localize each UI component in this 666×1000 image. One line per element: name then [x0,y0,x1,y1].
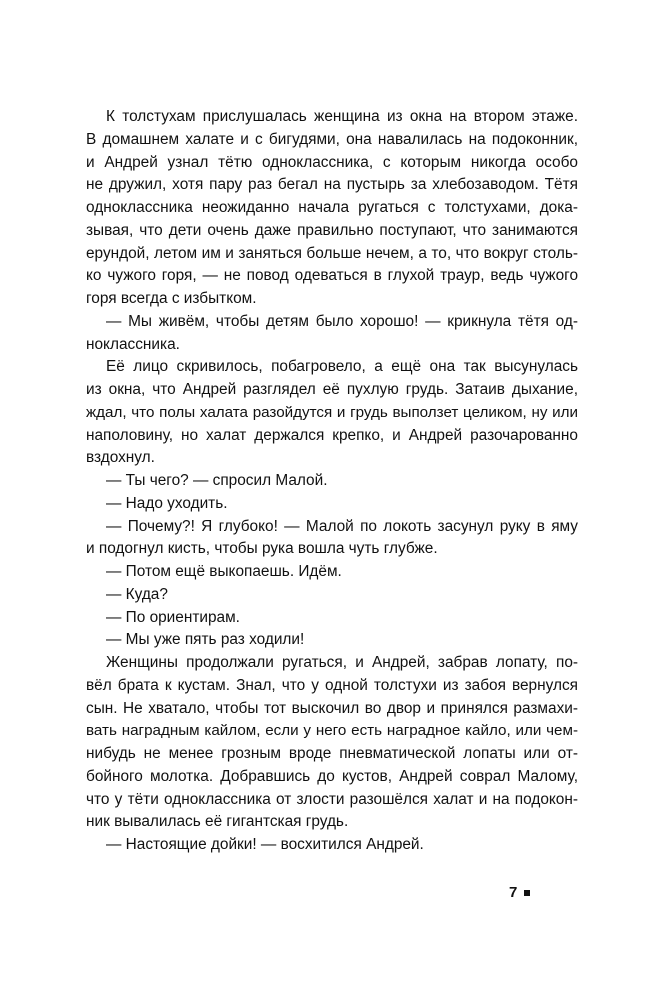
text-line: К толстухам прислушалась женщина из окна на втором этаже. [106,108,578,125]
text-line: сын. Не хватало, чтобы тот выскочил во двор и принялся размахи- [86,699,578,717]
text-line: горя всегда с избытком. [86,290,257,307]
text-line: Её лицо скривилось, побагровело, а ещё она так высунулась [106,358,578,376]
text-line: ждал, что полы халата разойдутся и грудь выползет целиком, ну или [86,403,578,421]
text-line: — По ориентирам. [106,608,240,626]
text-line: — Надо уходить. [106,494,228,512]
page-footer [509,884,530,901]
text-line: одноклассника неожиданно начала ругаться с толстухами, дока- [86,199,578,216]
text-line: — Почему?! Я глубоко! — Малой по локоть засунул руку в яму [106,517,578,535]
text-line: ерундой, летом им и заняться больше нечем, а то, что вокруг столь- [86,244,578,262]
text-line: из окна, что Андрей разглядел её пухлую грудь. Затаив дыхание, [86,381,578,398]
text-line: и Андрей узнал тётю одноклассника, с которым никогда особо [86,153,578,171]
text-line: — Куда? [106,585,168,603]
text-line: — Мы живём, чтобы детям было хорошо! — крикнула тётя од- [106,312,578,330]
square-bullet-icon [524,890,530,896]
text-line: не дружил, хотя пару раз бегал на пустырь за хлебозаводом. Тётя [86,176,578,194]
text-line: ник вывалилась её гигантская грудь. [86,813,349,831]
text-line: — Мы уже пять раз ходили! [106,631,305,649]
text-line: вёл брата к кустам. Знал, что у одной толстухи из забоя вернулся [86,676,578,694]
text-line: Женщины продолжали ругаться, и Андрей, забрав лопату, по- [106,654,578,671]
text-line: нибудь не менее грозным вроде пневматической лопаты или от- [86,745,578,762]
text-line: В домашнем халате и с бигудями, она навалилась на подоконник, [86,130,578,148]
text-line: ко чужого горя, — не повод одеваться в глухой траур, ведь чужого [86,267,578,285]
text-line: наполовину, но халат держался крепко, и Андрей разочарованно [86,426,578,444]
text-line: — Ты чего? — спросил Малой. [106,472,328,489]
text-line: ноклассника. [86,335,180,353]
text-line: что у тёти одноклассника от злости разошёлся халат и на подокон- [86,790,578,808]
text-line: бойного молотка. Добравшись до кустов, Андрей соврал Малому, [86,767,578,785]
text-line: — Настоящие дойки! — восхитился Андрей. [106,836,424,853]
text-line: — Потом ещё выкопаешь. Идём. [106,563,342,580]
text-line: вать наградным кайлом, если у него есть наградное кайло, или чем- [86,722,578,740]
body-text [86,106,578,857]
page-number: 7 [509,884,518,901]
text-line: и подогнул кисть, чтобы рука вошла чуть глубже. [86,540,438,558]
text-line: зывая, что дети очень даже правильно поступают, что занимаются [86,221,578,239]
text-line: вздохнул. [86,449,155,467]
